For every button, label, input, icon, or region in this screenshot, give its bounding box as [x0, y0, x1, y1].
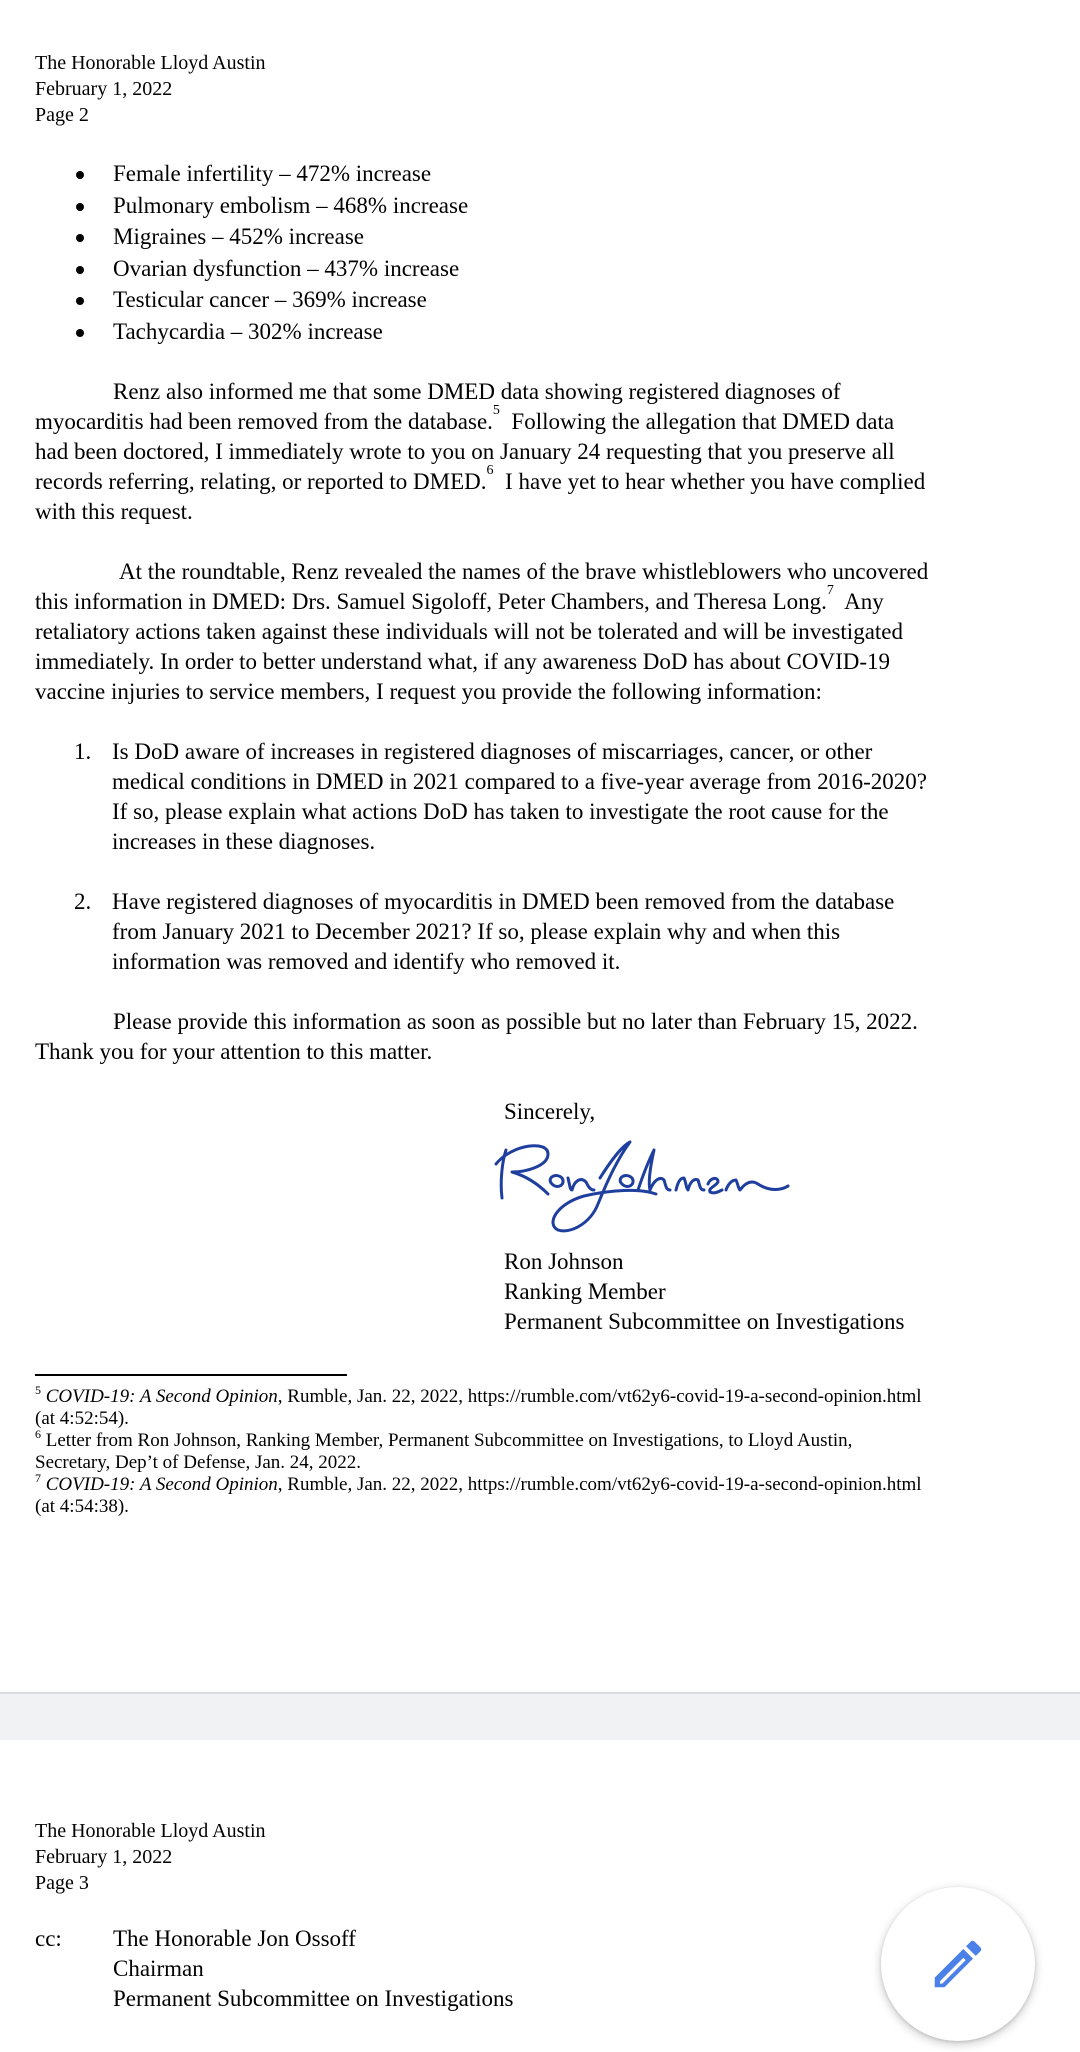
handwritten-signature [490, 1132, 790, 1244]
text-line: Have registered diagnoses of myocarditis in DMED been removed from the database [112, 889, 895, 914]
list-item: Testicular cancer – 369% increase [80, 284, 468, 316]
footnote-title: COVID-19: A Second Opinion [45, 1474, 278, 1495]
footnote-text[interactable]: , Rumble, Jan. 22, 2022, https://rumble.com/vt62y6-covid-19-a-second-opinion.html [277, 1474, 922, 1495]
signer-name: Ron Johnson [504, 1249, 624, 1274]
footnote-text: (at 4:54:38). [35, 1496, 129, 1517]
list-item: Female infertility – 472% increase [80, 158, 468, 190]
closing-paragraph [35, 1007, 1055, 1067]
header-recipient: The Honorable Lloyd Austin [35, 1820, 266, 1842]
increase-list [80, 158, 468, 348]
signer-title: Ranking Member [504, 1279, 666, 1304]
signer-organization: Permanent Subcommittee on Investigations [504, 1309, 905, 1334]
footnote-ref[interactable]: 7 [826, 583, 834, 598]
signature-block [504, 1247, 905, 1337]
footnotes [35, 1383, 922, 1518]
salutation: Sincerely, [504, 1099, 596, 1124]
footnote-marker: 6 [35, 1427, 41, 1441]
cc-recipient-title: Chairman [113, 1956, 204, 1981]
text-line: medical conditions in DMED in 2021 compared to a five-year average from 2016-2020? [112, 769, 927, 794]
list-item: Ovarian dysfunction – 437% increase [80, 253, 468, 285]
paragraph-renz-data-removed [35, 377, 1055, 527]
header-page-number: Page 2 [35, 104, 89, 126]
text-line: this information in DMED: Drs. Samuel Sigoloff, Peter Chambers, and Theresa Long. [35, 589, 827, 614]
text-line: I have yet to hear whether you have complied [493, 469, 926, 494]
text-line: information was removed and identify who removed it. [112, 949, 621, 974]
text-line: with this request. [35, 499, 193, 524]
text-line: Renz also informed me that some DMED data showing registered diagnoses of [113, 379, 841, 404]
footnote-text: (at 4:52:54). [35, 1408, 129, 1429]
text-line: At the roundtable, Renz revealed the names of the brave whistleblowers who uncovered [119, 559, 929, 584]
text-line: retaliatory actions taken against these individuals will not be tolerated and will be investigated [35, 619, 904, 644]
text-line: immediately. In order to better understand what, if any awareness DoD has about COVID-19 [35, 649, 891, 674]
text-line: Any [833, 589, 884, 614]
list-item: Pulmonary embolism – 468% increase [80, 190, 468, 222]
question-number: 2. [74, 889, 92, 914]
cc-recipient: The Honorable Jon Ossoff [113, 1926, 356, 1951]
question-number: 1. [74, 739, 92, 764]
list-item: Tachycardia – 302% increase [80, 316, 468, 348]
page-header [35, 50, 266, 128]
edit-button[interactable] [881, 1887, 1035, 2041]
footnote-title: COVID-19: A Second Opinion [45, 1386, 278, 1407]
text-line: Is DoD aware of increases in registered diagnoses of miscarriages, cancer, or other [112, 739, 873, 764]
text-line: vaccine injuries to service members, I request you provide the following information: [35, 679, 822, 704]
footnote-divider [35, 1374, 347, 1376]
footnote-ref[interactable]: 5 [492, 403, 500, 418]
page-separator [0, 1692, 1080, 1740]
header-page-number: Page 3 [35, 1872, 89, 1894]
header-date: February 1, 2022 [35, 78, 173, 100]
text-line: from January 2021 to December 2021? If so, please explain why and when this [112, 919, 841, 944]
text-line: Please provide this information as soon as possible but no later than February 15, 2022. [113, 1009, 918, 1034]
footnote [35, 1471, 922, 1518]
header-date: February 1, 2022 [35, 1846, 173, 1868]
footnote-marker: 7 [35, 1471, 41, 1485]
text-line: Following the allegation that DMED data [499, 409, 895, 434]
footnote-text: Letter from Ron Johnson, Ranking Member, Permanent Subcommittee on Investigations, to Lloyd Austin, [41, 1430, 853, 1451]
footnote-marker: 5 [35, 1383, 41, 1397]
footnote [35, 1383, 922, 1430]
text-line: Thank you for your attention to this matter. [35, 1039, 433, 1064]
footnote-ref[interactable]: 6 [486, 463, 494, 478]
header-recipient: The Honorable Lloyd Austin [35, 52, 266, 74]
footnote [35, 1427, 922, 1474]
text-line: If so, please explain what actions DoD has taken to investigate the root cause for the [112, 799, 889, 824]
cc-recipient-organization: Permanent Subcommittee on Investigations [113, 1986, 514, 2011]
footnote-text[interactable]: , Rumble, Jan. 22, 2022, https://rumble.com/vt62y6-covid-19-a-second-opinion.html [277, 1386, 922, 1407]
list-item: Migraines – 452% increase [80, 221, 468, 253]
text-line: records referring, relating, or reported to DMED. [35, 469, 487, 494]
cc-label: cc: [35, 1926, 62, 1951]
footnote-text: Secretary, Dep’t of Defense, Jan. 24, 2022. [35, 1452, 362, 1473]
text-line: had been doctored, I immediately wrote to you on January 24 requesting that you preserve all [35, 439, 895, 464]
text-line: myocarditis had been removed from the database. [35, 409, 493, 434]
text-line: increases in these diagnoses. [112, 829, 376, 854]
page-header [35, 1818, 266, 1896]
paragraph-whistleblowers [35, 557, 1055, 707]
pencil-icon [927, 1933, 989, 1995]
